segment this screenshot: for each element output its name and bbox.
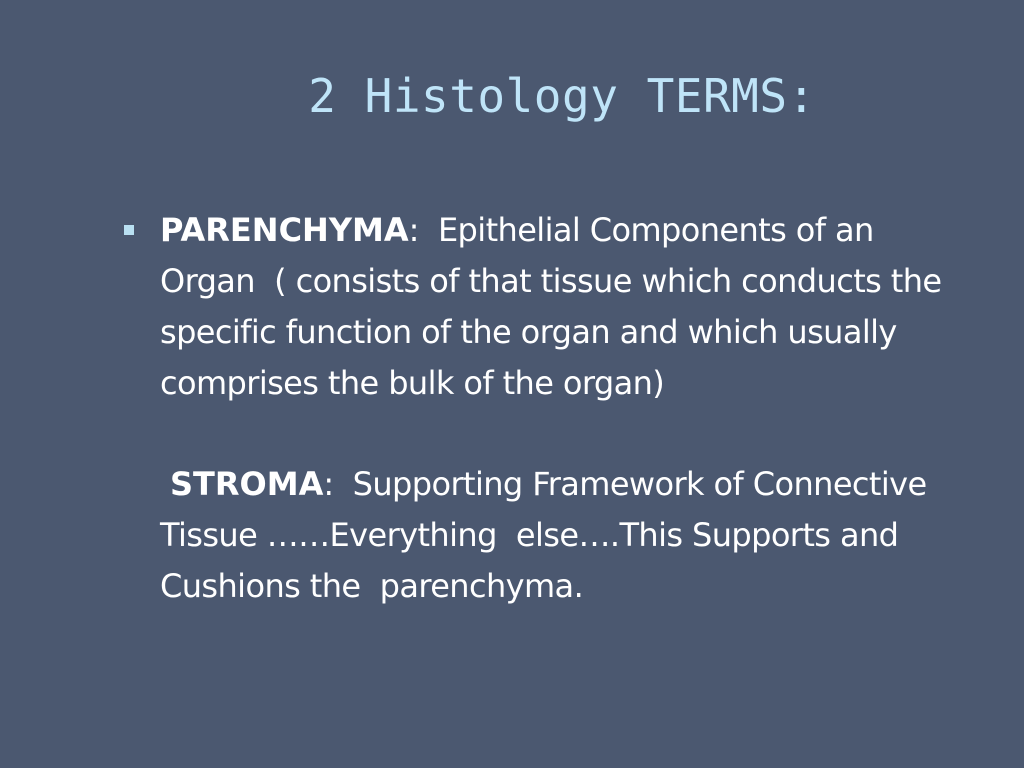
definition-parenchyma: Epithelial Components of an Organ ( consists of that tissue which conducts the specific function of the organ and which usually comprises the bulk of the organ)	[160, 211, 952, 402]
term-stroma: STROMA	[170, 465, 324, 503]
list-item-parenchyma	[124, 205, 964, 409]
square-bullet-icon	[124, 225, 134, 235]
list-item-stroma	[124, 459, 964, 612]
slide-content	[124, 205, 964, 612]
slide-title: 2 Histology TERMS:	[308, 69, 816, 123]
term-separator: :	[323, 465, 334, 503]
term-parenchyma: PARENCHYMA	[160, 211, 409, 249]
term-separator: :	[408, 211, 419, 249]
paragraph-spacer	[124, 409, 964, 459]
definition-stroma: Supporting Framework of Connective Tissue ……Everything else….This Supports and Cushions the parenchyma.	[160, 465, 937, 605]
